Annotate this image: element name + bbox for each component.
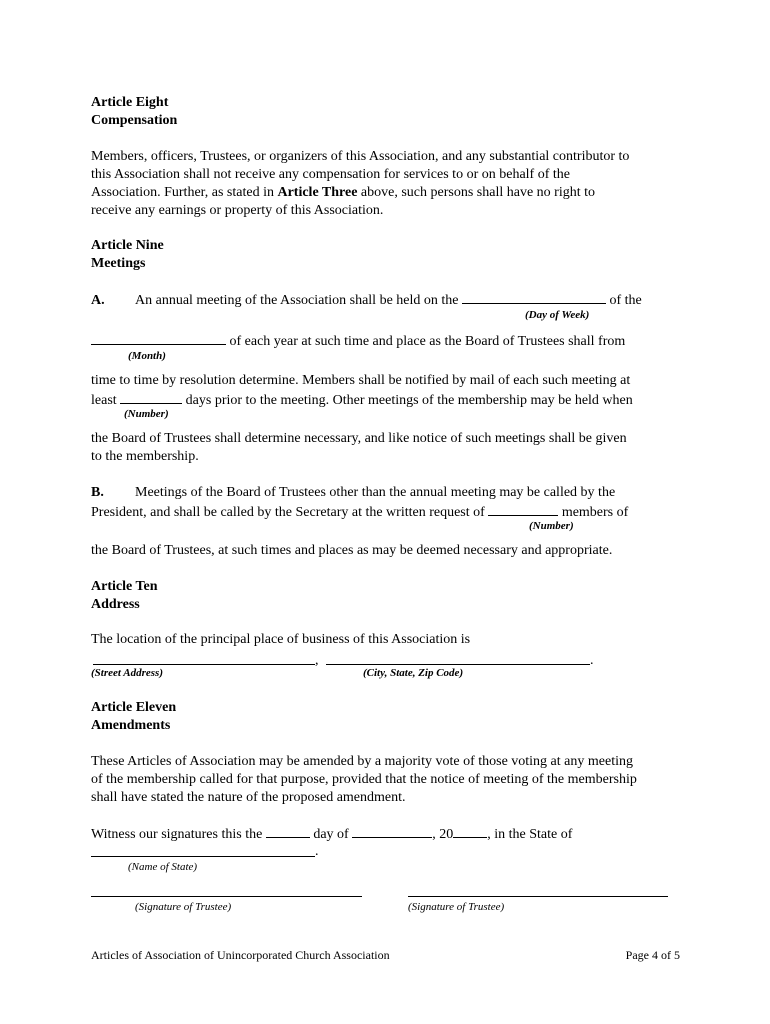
compensation-text-part: Association. Further, as stated in: [91, 185, 278, 200]
trustee-signature-caption-2: (Signature of Trustee): [408, 901, 505, 913]
meetings-a-line-3: time to time by resolution determine. Members shall be notified by mail of each such meeting at: [91, 373, 631, 388]
amendments-text-line-3: shall have stated the nature of the proposed amendment.: [91, 790, 406, 805]
witness-line: [91, 824, 572, 844]
meetings-a-line-4: [91, 390, 633, 410]
article-nine-heading: Article Nine: [91, 238, 164, 253]
year-blank[interactable]: [453, 824, 487, 838]
month-caption: (Month): [128, 350, 166, 362]
compensation-text-line-3: [91, 184, 595, 202]
address-text: The location of the principal place of business of this Association is: [91, 632, 471, 647]
witness-text: Witness our signatures this the: [91, 827, 266, 842]
article-nine-subheading: Meetings: [91, 256, 146, 271]
amendments-text-line-2: of the membership called for that purpose, provided that the notice of meeting of the membership: [91, 772, 637, 787]
trustee-signature-line-1[interactable]: [91, 896, 362, 897]
meetings-a-line-5: the Board of Trustees shall determine necessary, and like notice of such meetings shall be given: [91, 431, 627, 446]
state-name-caption: (Name of State): [128, 861, 198, 873]
compensation-text-line-1: Members, officers, Trustees, or organizers of this Association, and any substantial contributor to: [91, 149, 630, 164]
compensation-text-line-4: receive any earnings or property of this Association.: [91, 203, 384, 218]
meetings-a-text: of the: [605, 293, 642, 308]
state-name-blank[interactable]: [91, 856, 315, 857]
article-ten-subheading: Address: [91, 597, 140, 612]
meetings-b-line-1: [91, 484, 615, 502]
day-of-week-caption: (Day of Week): [525, 309, 590, 321]
article-eleven-heading: Article Eleven: [91, 700, 177, 715]
month-day-blank[interactable]: [352, 824, 432, 838]
section-b-label: B.: [91, 485, 104, 500]
meetings-a-line-1: [91, 290, 642, 310]
footer-title: Articles of Association of Unincorporated Church Association: [91, 948, 390, 962]
meetings-a-text: days prior to the meeting. Other meetings of the membership may be held when: [182, 393, 633, 408]
number-caption-1: (Number): [124, 408, 169, 420]
meetings-b-text: Meetings of the Board of Trustees other than the annual meeting may be called by the: [135, 485, 616, 500]
compensation-text-line-2: this Association shall not receive any compensation for services to or on behalf of the: [91, 167, 570, 182]
street-address-blank[interactable]: [93, 664, 315, 665]
section-a-label: A.: [91, 293, 105, 308]
day-of-week-blank[interactable]: [462, 290, 606, 304]
city-state-zip-caption: (City, State, Zip Code): [363, 667, 464, 679]
meetings-b-text: members of: [558, 505, 629, 520]
meetings-a-text: of each year at such time and place as the Board of Trustees shall from: [226, 334, 626, 349]
meetings-b-line-2: [91, 502, 628, 522]
witness-text: , in the State of: [487, 827, 573, 842]
meetings-a-line-6: to the membership.: [91, 449, 199, 464]
state-period: .: [315, 844, 319, 859]
meetings-b-text: President, and shall be called by the Secretary at the written request of: [91, 505, 489, 520]
month-blank[interactable]: [91, 331, 226, 345]
notice-days-blank[interactable]: [120, 390, 182, 404]
trustee-signature-line-2[interactable]: [408, 896, 668, 897]
trustee-signature-caption-1: (Signature of Trustee): [135, 901, 232, 913]
article-eight-heading: Article Eight: [91, 95, 169, 110]
day-blank[interactable]: [266, 824, 310, 838]
meetings-a-text: least: [91, 393, 121, 408]
article-eight-subheading: Compensation: [91, 113, 178, 128]
article-ten-heading: Article Ten: [91, 579, 158, 594]
compensation-text-part: above, such persons shall have no right to: [357, 185, 595, 200]
members-number-blank[interactable]: [488, 502, 558, 516]
meetings-a-line-2: [91, 331, 625, 351]
street-address-caption: (Street Address): [91, 667, 164, 679]
witness-text: , 20: [432, 827, 454, 842]
address-comma: ,: [315, 653, 319, 668]
number-caption-2: (Number): [529, 520, 574, 532]
article-three-reference: Article Three: [277, 185, 358, 200]
article-eleven-subheading: Amendments: [91, 718, 171, 733]
meetings-a-text: An annual meeting of the Association shall be held on the: [135, 293, 462, 308]
meetings-b-line-3: the Board of Trustees, at such times and places as may be deemed necessary and appropriate.: [91, 543, 613, 558]
witness-text: day of: [309, 827, 353, 842]
page-number: Page 4 of 5: [625, 948, 680, 962]
address-period: .: [590, 653, 594, 668]
amendments-text-line-1: These Articles of Association may be amended by a majority vote of those voting at any meeting: [91, 754, 633, 769]
city-state-zip-blank[interactable]: [326, 664, 590, 665]
